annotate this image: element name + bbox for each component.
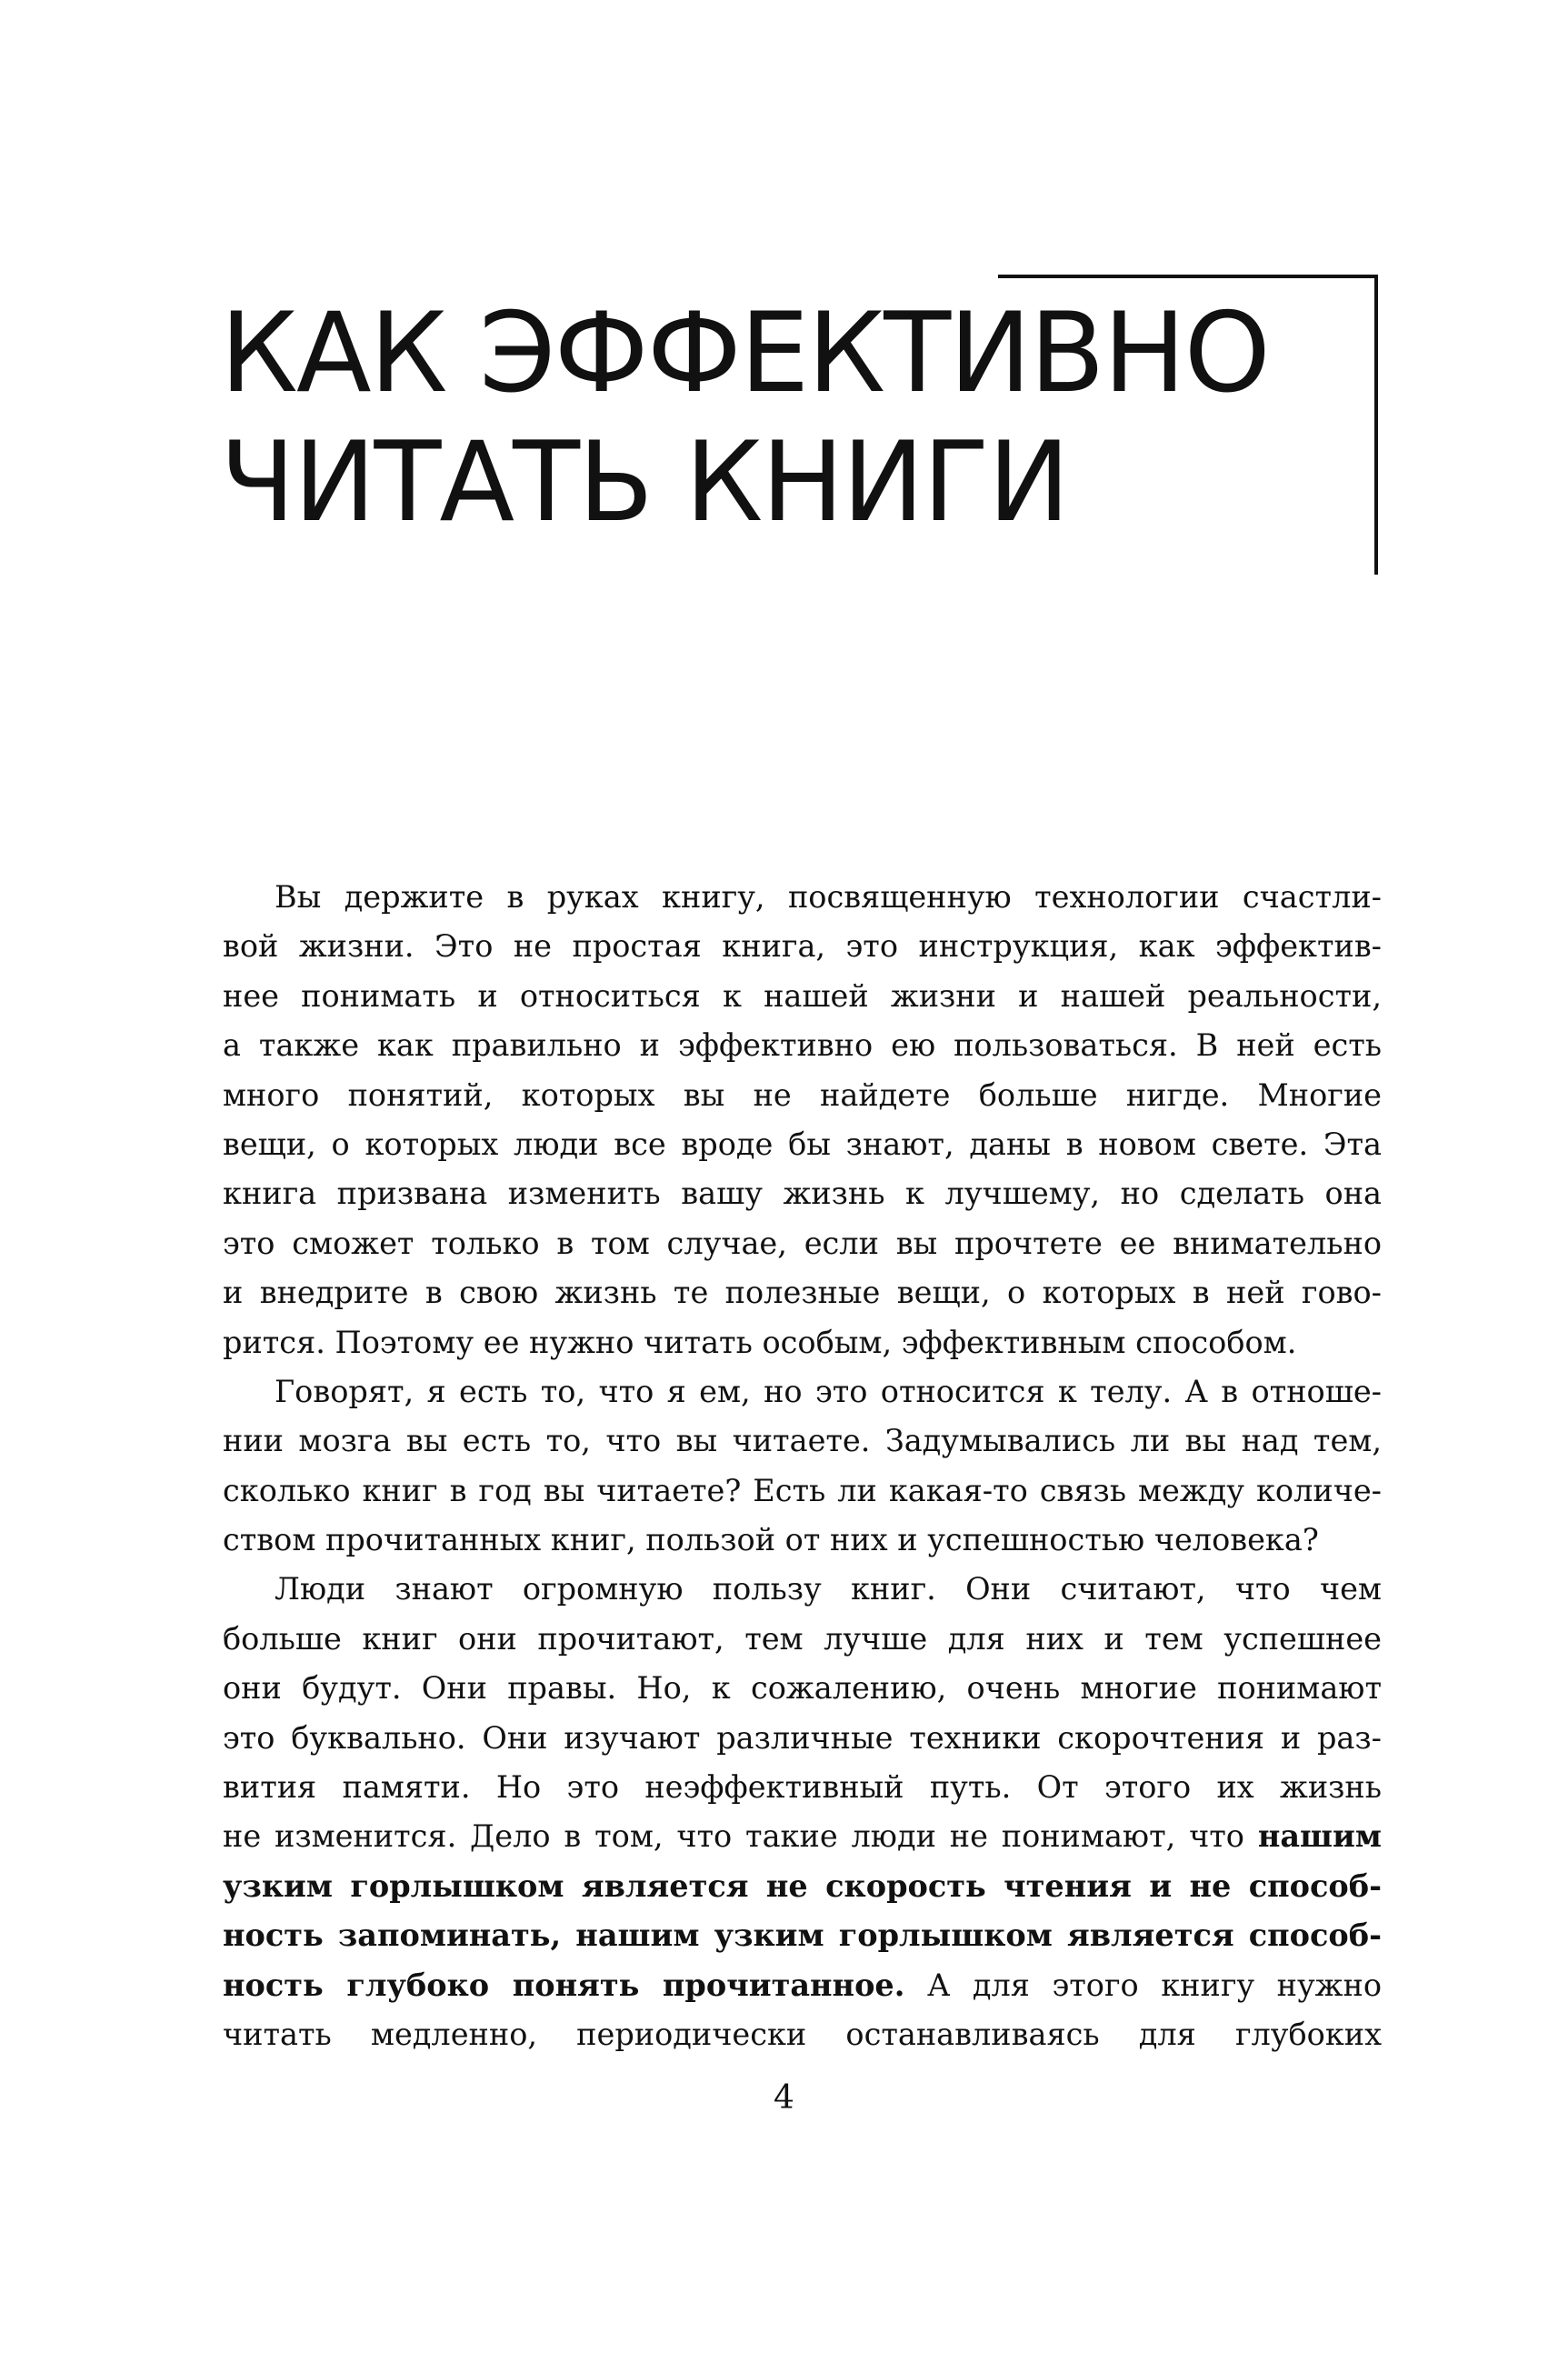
text-line-mixed — [223, 1961, 1382, 2010]
text-line: вой жизни. Это не простая книга, это инструкция, как эффектив- — [223, 928, 1382, 965]
text-line-mixed — [223, 1812, 1382, 1861]
text-line: Люди знают огромную пользу книг. Они считают, что чем — [275, 1571, 1382, 1607]
text-line: вещи, о которых люди все вроде бы знают, даны в новом свете. Эта — [223, 1126, 1382, 1162]
text-line: это сможет только в том случае, если вы прочтете ее внимательно — [223, 1225, 1382, 1261]
text-line: это буквально. Они изучают различные техники скорочтения и раз- — [223, 1719, 1382, 1756]
text-line: читать медленно, периодически останавливаясь для глубоких — [223, 2016, 1382, 2052]
text-line: они будут. Они правы. Но, к сожалению, очень многие понимают — [223, 1670, 1382, 1707]
text-line-bold — [223, 1862, 1382, 1911]
text-segment: не изменится. Дело в том, что такие люди не понимают, что — [223, 1818, 1258, 1855]
text-line: вития памяти. Но это неэффективный путь. От этого их жизнь — [223, 1769, 1382, 1806]
text-line: больше книг они прочитают, тем лучше для них и тем успешнее — [223, 1620, 1382, 1657]
text-line: много понятий, которых вы не найдете больше нигде. Многие — [223, 1076, 1382, 1113]
body-text — [223, 873, 1382, 2059]
text-line: Говорят, я есть то, что я ем, но это относится к телу. А в отноше- — [275, 1373, 1382, 1409]
text-line-bold — [223, 1911, 1382, 1960]
chapter-title — [220, 289, 1269, 547]
page-number: 4 — [774, 2079, 794, 2117]
text-line: сколько книг в год вы читаете? Есть ли какая-то связь между количе- — [223, 1472, 1382, 1508]
bold-text-segment: узким горлышком является не скорость чтения и не способ- — [223, 1867, 1382, 1904]
text-line: книга призвана изменить вашу жизнь к лучшему, но сделать она — [223, 1176, 1382, 1212]
bold-text-segment: нашим — [1257, 1818, 1382, 1855]
text-line: ством прочитанных книг, пользой от них и успешностью человека? — [223, 1522, 1319, 1558]
bold-text-segment: ность глубоко понять прочитанное. — [223, 1967, 905, 2003]
bold-text-segment: ность запоминать, нашим узким горлышком является способ- — [223, 1917, 1382, 1954]
chapter-title-line-2: ЧИТАТЬ КНИГИ — [220, 418, 1069, 546]
text-line: Вы держите в руках книгу, посвященную технологии счастли- — [275, 879, 1382, 915]
chapter-title-line-1: КАК ЭФФЕКТИВНО — [220, 289, 1269, 417]
text-line: нии мозга вы есть то, что вы читаете. Задумывались ли вы над тем, — [223, 1423, 1382, 1459]
text-line: а также как правильно и эффективно ею пользоваться. В ней есть — [223, 1027, 1382, 1064]
text-segment: А для этого книгу нужно — [904, 1967, 1382, 2003]
text-line: рится. Поэтому ее нужно читать особым, эффективным способом. — [223, 1324, 1297, 1360]
text-line: нее понимать и относиться к нашей жизни и нашей реальности, — [223, 977, 1382, 1014]
text-line: и внедрите в свою жизнь те полезные вещи, о которых в ней гово- — [223, 1275, 1382, 1311]
